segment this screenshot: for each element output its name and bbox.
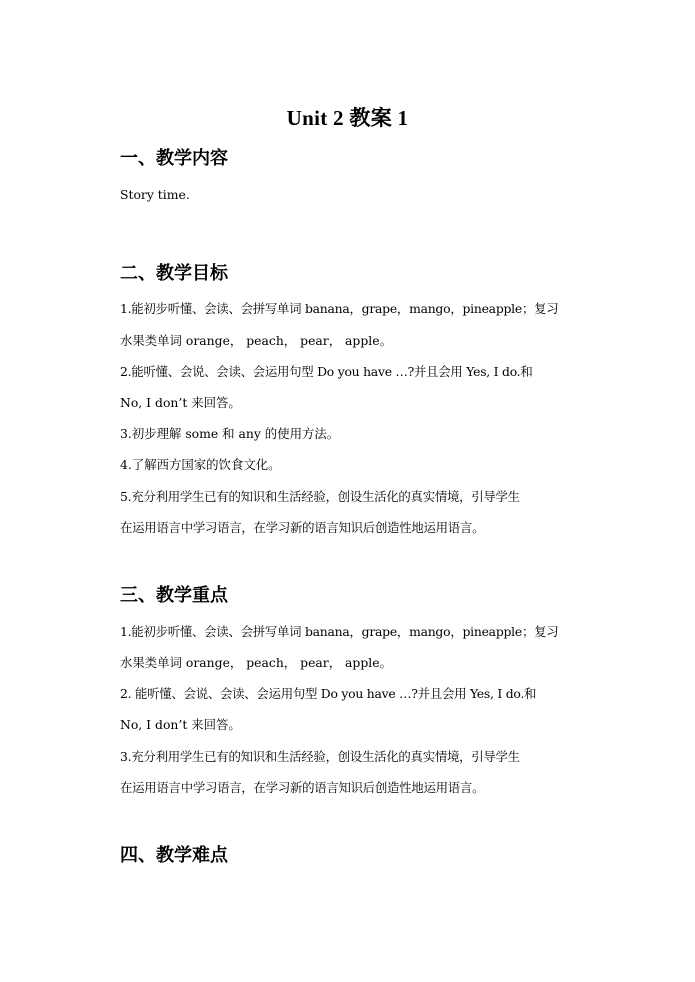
objectives-line: 在运用语言中学习语言，在学习新的语言知识后创造性地运用语言。 xyxy=(120,520,485,535)
key-points-line: 2. 能听懂、会说、会读、会运用句型 Do you have …?并且会用 Yes, I do.和 xyxy=(120,686,537,701)
key-points-line: 1.能初步听懂、会读、会拼写单词 banana，grape，mango，pineapple；复习 xyxy=(120,624,559,639)
key-points-line: No, I don’t 来回答。 xyxy=(120,717,241,732)
objectives-line: 4.了解西方国家的饮食文化。 xyxy=(120,457,281,472)
key-points-line: 3.充分利用学生已有的知识和生活经验，创设生活化的真实情境，引导学生 xyxy=(120,749,520,764)
document-title: Unit 2 教案 1 xyxy=(286,106,409,130)
key-points-line: 水果类单词 orange， peach， pear， apple。 xyxy=(120,655,392,670)
key-points-line: 在运用语言中学习语言，在学习新的语言知识后创造性地运用语言。 xyxy=(120,780,485,795)
section-content-line: Story time. xyxy=(120,187,190,202)
objectives-line: 1.能初步听懂、会读、会拼写单词 banana，grape，mango，pineapple；复习 xyxy=(120,301,559,316)
section-heading-difficulties: 四、教学难点 xyxy=(120,845,228,866)
section-heading-objectives: 二、教学目标 xyxy=(120,263,228,284)
objectives-line: 5.充分利用学生已有的知识和生活经验，创设生活化的真实情境，引导学生 xyxy=(120,489,520,504)
section-heading-key-points: 三、教学重点 xyxy=(120,585,228,606)
objectives-line: No, I don’t 来回答。 xyxy=(120,395,241,410)
section-heading-content: 一、教学内容 xyxy=(120,148,228,169)
objectives-line: 3.初步理解 some 和 any 的使用方法。 xyxy=(120,426,340,441)
objectives-line: 水果类单词 orange， peach， pear， apple。 xyxy=(120,333,392,348)
objectives-line: 2.能听懂、会说、会读、会运用句型 Do you have …?并且会用 Yes, I do.和 xyxy=(120,364,533,379)
